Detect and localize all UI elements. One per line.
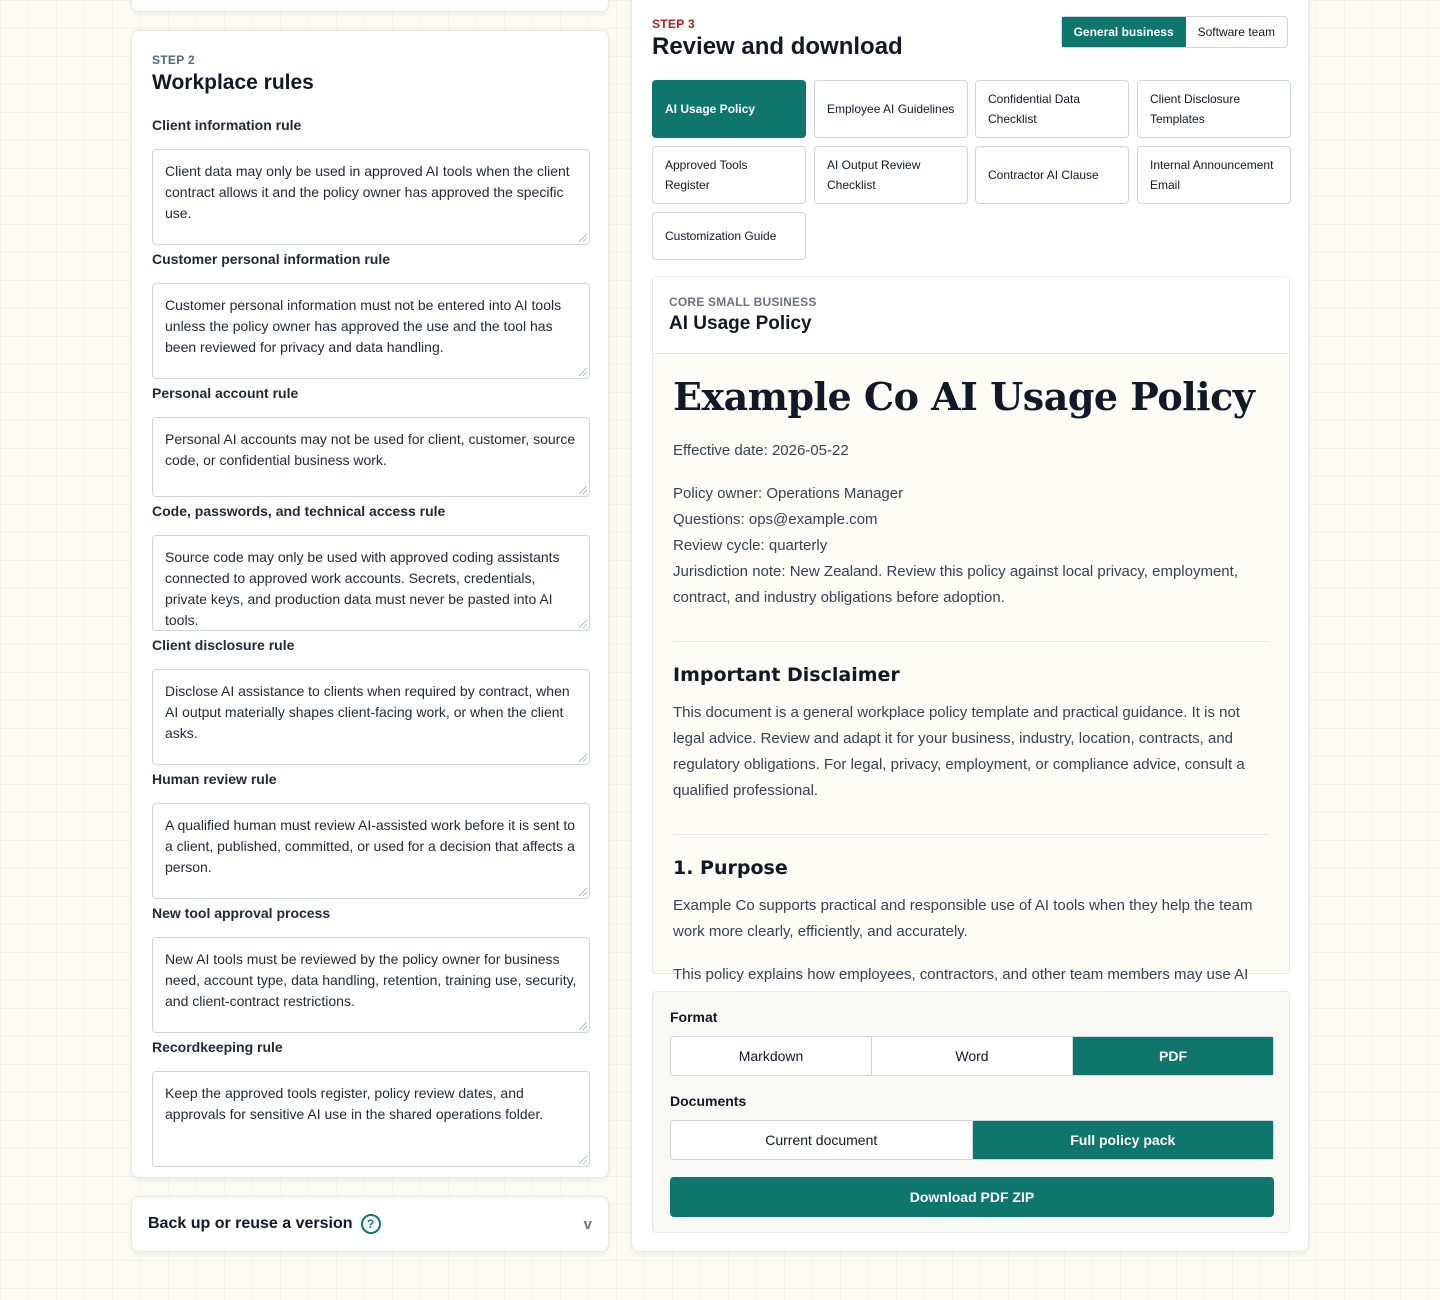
resize-grip-icon[interactable] bbox=[579, 754, 587, 762]
step3-header bbox=[652, 17, 903, 61]
recordkeeping-rule-textarea[interactable] bbox=[152, 1071, 590, 1167]
format-option-pdf[interactable]: PDF bbox=[1073, 1037, 1273, 1075]
doc-tab-ai-output-review-checklist[interactable] bbox=[814, 146, 968, 204]
scope-option-full-policy-pack[interactable]: Full policy pack bbox=[973, 1121, 1274, 1159]
purpose-heading: 1. Purpose bbox=[673, 857, 788, 879]
textarea-value: Source code may only be used with approved coding assistants connected to approved work accounts. Secrets, credentials, private keys, and production data must never be pasted into AI tools. bbox=[165, 549, 560, 628]
field-label: Customer personal information rule bbox=[152, 251, 391, 267]
download-button[interactable]: Download PDF ZIP bbox=[670, 1177, 1274, 1217]
resize-grip-icon[interactable] bbox=[579, 486, 587, 494]
doc-tab-approved-tools-register[interactable] bbox=[652, 146, 806, 204]
review-cycle: Review cycle: quarterly bbox=[673, 537, 828, 554]
software-team-option[interactable]: Software team bbox=[1197, 25, 1275, 39]
purpose-text-2: This policy explains how employees, contractors, and other team members may use AI bbox=[673, 966, 1249, 983]
textarea-value: New AI tools must be reviewed by the policy owner for business need, account type, data handling, retention, training use, security, and client-contract restrictions. bbox=[165, 951, 577, 1009]
backup-reuse-version-toggle[interactable] bbox=[131, 1196, 609, 1252]
client-disclosure-rule-textarea[interactable] bbox=[152, 669, 590, 765]
resize-grip-icon[interactable] bbox=[579, 368, 587, 376]
doc-tab-label: AI Output Review Checklist bbox=[827, 158, 921, 192]
documents-label: Documents bbox=[670, 1093, 747, 1109]
resize-grip-icon[interactable] bbox=[579, 234, 587, 242]
field-label: Client disclosure rule bbox=[152, 637, 295, 653]
personal-account-rule-field bbox=[152, 385, 590, 497]
human-review-rule-textarea[interactable] bbox=[152, 803, 590, 899]
divider bbox=[673, 834, 1269, 835]
preview-header bbox=[653, 277, 1289, 354]
documents-scope-selector bbox=[670, 1120, 1274, 1160]
doc-tab-label: Approved Tools Register bbox=[665, 158, 748, 192]
workplace-rules-card bbox=[131, 30, 609, 1178]
doc-tab-customization-guide[interactable] bbox=[652, 212, 806, 260]
doc-tab-employee-ai-guidelines[interactable] bbox=[814, 80, 968, 138]
customer-personal-information-rule-field bbox=[152, 251, 590, 379]
textarea-value: Customer personal information must not be entered into AI tools unless the policy owner has approved the use and the tool has been reviewed for privacy and data handling. bbox=[165, 297, 562, 355]
doc-tab-label: Internal Announcement Email bbox=[1150, 158, 1274, 192]
policy-owner: Policy owner: Operations Manager bbox=[673, 485, 904, 502]
field-label: Client information rule bbox=[152, 117, 302, 133]
step-label: STEP 3 bbox=[652, 17, 695, 31]
format-option-word[interactable]: Word bbox=[872, 1037, 1073, 1075]
personal-account-rule-textarea[interactable] bbox=[152, 417, 590, 497]
resize-grip-icon[interactable] bbox=[579, 1022, 587, 1030]
client-information-rule-field bbox=[152, 117, 590, 245]
field-label: Code, passwords, and technical access rule bbox=[152, 503, 446, 519]
resize-grip-icon[interactable] bbox=[579, 888, 587, 896]
recordkeeping-rule-field bbox=[152, 1039, 590, 1167]
code-passwords-access-rule-textarea[interactable] bbox=[152, 535, 590, 631]
field-label: Recordkeeping rule bbox=[152, 1039, 283, 1055]
format-label: Format bbox=[670, 1009, 718, 1025]
chevron-down-icon: v bbox=[583, 1215, 592, 1233]
question-circle-icon[interactable]: ? bbox=[361, 1214, 381, 1234]
profile-toggle bbox=[1061, 16, 1288, 48]
resize-grip-icon[interactable] bbox=[579, 1156, 587, 1164]
client-information-rule-textarea[interactable] bbox=[152, 149, 590, 245]
questions-contact: Questions: ops@example.com bbox=[673, 511, 878, 528]
format-selector bbox=[670, 1036, 1274, 1076]
client-disclosure-rule-field bbox=[152, 637, 590, 765]
new-tool-approval-process-field bbox=[152, 905, 590, 1033]
doc-tab-client-disclosure-templates[interactable] bbox=[1137, 80, 1291, 138]
format-option-markdown[interactable]: Markdown bbox=[671, 1037, 872, 1075]
textarea-value: Keep the approved tools register, policy review dates, and approvals for sensitive AI use in the shared operations folder. bbox=[165, 1085, 544, 1122]
review-download-card bbox=[631, 0, 1309, 1252]
textarea-value: Client data may only be used in approved AI tools when the client contract allows it and the policy owner has approved the specific use. bbox=[165, 163, 570, 221]
doc-tab-label: Customization Guide bbox=[665, 229, 777, 243]
preview-kicker: CORE SMALL BUSINESS bbox=[669, 295, 817, 309]
previous-step-card bbox=[131, 0, 609, 12]
general-business-option[interactable]: General business bbox=[1062, 17, 1186, 47]
doc-tab-label: Employee AI Guidelines bbox=[827, 102, 955, 116]
divider bbox=[673, 641, 1269, 642]
preview-title: AI Usage Policy bbox=[669, 313, 812, 334]
purpose-text: Example Co supports practical and responsible use of AI tools when they help the team work more clearly, efficiently, and accurately. bbox=[673, 897, 1253, 940]
doc-tab-ai-usage-policy[interactable] bbox=[652, 80, 806, 138]
step-label: STEP 2 bbox=[152, 53, 195, 67]
textarea-value: Disclose AI assistance to clients when required by contract, when AI output materially shapes client-facing work, or when the client asks. bbox=[165, 683, 570, 741]
doc-tab-label: AI Usage Policy bbox=[665, 102, 756, 116]
customer-personal-information-rule-textarea[interactable] bbox=[152, 283, 590, 379]
jurisdiction-note: Jurisdiction note: New Zealand. Review this policy against local privacy, employment, contract, and industry obligations before adoption. bbox=[673, 563, 1238, 606]
doc-tab-label: Confidential Data Checklist bbox=[988, 92, 1081, 126]
disclaimer-text: This document is a general workplace policy template and practical guidance. It is not legal advice. Review and adapt it for your business, industry, location, contracts, and regulatory obligations. For legal, privacy, employment, or compliance advice, consult a qualified professional. bbox=[673, 704, 1245, 799]
field-label: New tool approval process bbox=[152, 905, 331, 921]
new-tool-approval-process-textarea[interactable] bbox=[152, 937, 590, 1033]
doc-tab-internal-announcement-email[interactable] bbox=[1137, 146, 1291, 204]
doc-tab-contractor-ai-clause[interactable] bbox=[975, 146, 1129, 204]
field-label: Human review rule bbox=[152, 771, 277, 787]
doc-tab-confidential-data-checklist[interactable] bbox=[975, 80, 1129, 138]
document-preview[interactable] bbox=[652, 276, 1290, 983]
code-passwords-access-rule-field bbox=[152, 503, 590, 631]
doc-tab-label: Contractor AI Clause bbox=[988, 168, 1099, 182]
doc-tab-label: Client Disclosure Templates bbox=[1150, 92, 1241, 126]
section-title: Review and download bbox=[652, 33, 903, 60]
backup-title: Back up or reuse a version bbox=[148, 1215, 353, 1232]
human-review-rule-field bbox=[152, 771, 590, 899]
disclaimer-heading: Important Disclaimer bbox=[673, 664, 900, 686]
section-title: Workplace rules bbox=[152, 71, 314, 94]
textarea-value: A qualified human must review AI-assisted work before it is sent to a client, published, committed, or used for a decision that affects a person. bbox=[165, 817, 576, 875]
preview-body bbox=[653, 354, 1289, 1014]
field-label: Personal account rule bbox=[152, 385, 299, 401]
effective-date: Effective date: 2026-05-22 bbox=[673, 442, 849, 459]
download-panel bbox=[652, 991, 1290, 1233]
scope-option-current-document[interactable]: Current document bbox=[671, 1121, 973, 1159]
resize-grip-icon[interactable] bbox=[579, 620, 587, 628]
doc-title: Example Co AI Usage Policy bbox=[673, 374, 1255, 419]
textarea-value: Personal AI accounts may not be used for client, customer, source code, or confidential business work. bbox=[165, 431, 576, 468]
